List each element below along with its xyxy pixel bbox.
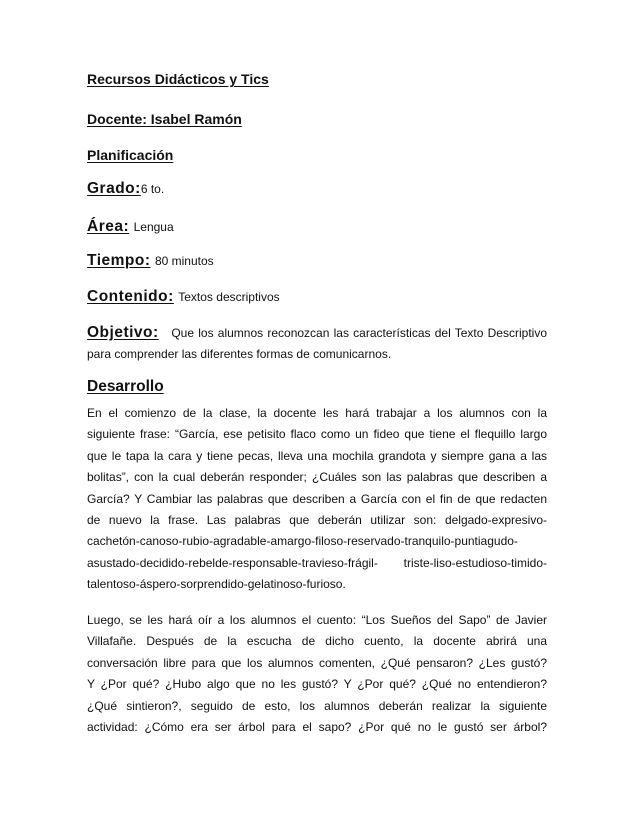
paragraph-line: siguiente frase: “García, ese petisito flaco como un fideo que tiene el flequillo largo bbox=[87, 427, 547, 442]
paragraph-line: cachetón-canoso-rubio-agradable-amargo-filoso-reservado-tranquilo-puntiagudo- bbox=[87, 534, 518, 549]
document-title: Recursos Didácticos y Tics bbox=[87, 71, 269, 87]
area-field bbox=[87, 218, 174, 236]
area-value: Lengua bbox=[133, 220, 174, 234]
objetivo-paragraph bbox=[87, 322, 547, 366]
objetivo-line-2: para comprender las diferentes formas de comunicarnos. bbox=[87, 347, 392, 362]
tiempo-value: 80 minutos bbox=[154, 254, 214, 268]
paragraph-line: de nuevo la frase. Las palabras que deberán utilizar son: delgado-expresivo- bbox=[87, 513, 547, 528]
paragraph-line: talentoso-áspero-sorprendido-gelatinoso-furioso. bbox=[87, 577, 346, 592]
grado-field bbox=[87, 180, 164, 198]
tiempo-label: Tiempo: bbox=[87, 252, 151, 269]
paragraph-line: Villafañe. Después de la escucha de dicho cuento, la docente abrirá una bbox=[87, 634, 547, 649]
contenido-label: Contenido: bbox=[87, 288, 174, 305]
paragraph-line: Y ¿Por qué? ¿Hubo algo que no les gustó? Y ¿Por qué? ¿Qué no entendieron? bbox=[87, 677, 547, 692]
contenido-value: Textos descriptivos bbox=[178, 290, 280, 304]
docente-line: Docente: Isabel Ramón bbox=[87, 111, 242, 127]
paragraph-line: que le tapa la cara y tiene pecas, lleva una mochila grandota y siempre gana a las bbox=[87, 448, 547, 463]
paragraph-line: García? Y Cambiar las palabras que describen a García con el fin de que redacten bbox=[87, 491, 547, 506]
paragraph-line: conversación libre para que los alumnos comenten, ¿Qué pensaron? ¿Les gustó? bbox=[87, 655, 547, 670]
contenido-field bbox=[87, 288, 280, 306]
planificacion-heading: Planificación bbox=[87, 147, 174, 163]
paragraph-line: actividad: ¿Cómo era ser árbol para el sapo? ¿Por qué no le gustó ser árbol? bbox=[87, 720, 547, 735]
desarrollo-heading: Desarrollo bbox=[87, 378, 164, 395]
paragraph-2 bbox=[87, 610, 547, 738]
area-label: Área: bbox=[87, 218, 130, 235]
objetivo-text-1: Que los alumnos reconozcan las características del Texto Descriptivo bbox=[171, 326, 547, 340]
paragraph-line: bolitas”, con la cual deberán responder; ¿Cuáles son las palabras que describen a bbox=[87, 470, 547, 485]
tiempo-field bbox=[87, 252, 214, 270]
objetivo-line-1 bbox=[87, 322, 547, 344]
paragraph-1 bbox=[87, 403, 547, 596]
paragraph-line: En el comienzo de la clase, la docente les hará trabajar a los alumnos con la bbox=[87, 406, 547, 420]
objetivo-label: Objetivo: bbox=[87, 324, 159, 341]
paragraph-line: asustado-decidido-rebelde-responsable-travieso-frágil- triste-liso-estudioso-timido- bbox=[87, 555, 547, 570]
grado-label: Grado: bbox=[87, 180, 141, 197]
paragraph-line: ¿Qué sintieron?, seguido de esto, los alumnos deberán realizar la siguiente bbox=[87, 698, 547, 713]
paragraph-line: Luego, se les hará oír a los alumnos el cuento: “Los Sueños del Sapo” de Javier bbox=[87, 613, 547, 627]
grado-value: 6 to. bbox=[140, 182, 165, 196]
